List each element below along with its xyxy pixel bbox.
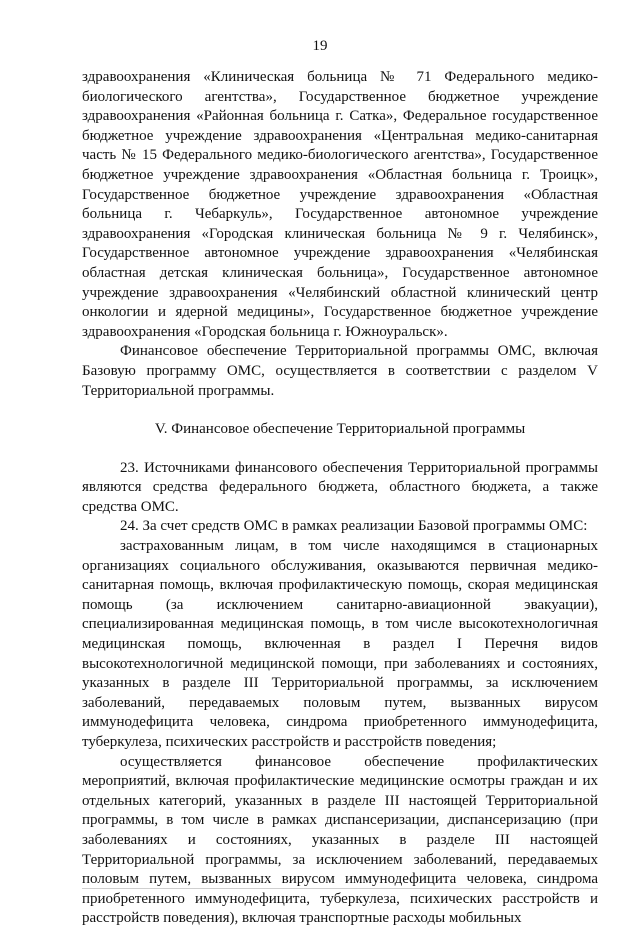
- paragraph-hospital-list: здравоохранения «Клиническая больница № 71 Федерального медико-биологического агентства», Государственное бюджетное учреждение здравоохранения «Районная больница г. Сатка», Федеральное государственное бюджетное учреждение здравоохранения «Центральная медико-санитарная часть № 15 Федерального медико-биологического агентства», Государственное бюджетное учреждение здравоохранения «Областная больница г. Троицк», Государственное бюджетное учреждение здравоохранения «Областная больница г. Чебаркуль», Государственное автономное учреждение здравоохранения «Городская клиническая больница № 9 г. Челябинск», Государственное автономное учреждение здравоохранения «Челябинская областная детская клиническая больница», Государственное автономное учреждение здравоохранения «Челябинский областной клинический центр онкологии и ядерной медицины», Государственное бюджетное учреждение здравоохранения «Городская больница г. Южноуральск».: [82, 69, 598, 340]
- paragraph-item-23: 23. Источниками финансового обеспечения Территориальной программы являются средства федерального бюджета, областного бюджета, а также средства ОМС.: [82, 459, 598, 515]
- page-number: 19: [312, 38, 328, 54]
- paragraph-financing-reference: Финансовое обеспечение Территориальной программы ОМС, включая Базовую программу ОМС, осуществляется в соответствии с разделом V Территориальной программы.: [82, 343, 598, 399]
- page-bottom-rule: [82, 888, 598, 889]
- paragraph-preventive-measures: осуществляется финансовое обеспечение профилактических мероприятий, включая профилактические медицинские осмотры граждан и их отдельных категорий, указанных в разделе III настоящей Территориальной программы, в том числе в рамках диспансеризации, диспансеризацию (при заболеваниях и состояниях, указанных в разделе III настоящей Территориальной программы, за исключением заболеваний, передаваемых половым путем, вызванных вирусом иммунодефицита человека, синдрома приобретенного иммунодефицита, туберкулеза, психических расстройств и расстройств поведения), включая транспортные расходы мобильных: [82, 753, 598, 927]
- paragraph-insured-persons: застрахованным лицам, в том числе находящимся в стационарных организациях социального обслуживания, оказываются первичная медико-санитарная помощь, включая профилактическую помощь, скорая медицинская помощь (за исключением санитарно-авиационной эвакуации), специализированная медицинская помощь, в том числе высокотехнологичная медицинская помощь, включенная в раздел I Перечня видов высокотехнологичной медицинской помощи, при заболеваниях и состояниях, указанных в разделе III Территориальной программы, за исключением заболеваний, передаваемых половым путем, вызванных вирусом иммунодефицита человека, синдрома приобретенного иммунодефицита, туберкулеза, психических расстройств и расстройств поведения;: [82, 538, 598, 750]
- paragraph-item-24: 24. За счет средств ОМС в рамках реализации Базовой программы ОМС:: [120, 518, 588, 535]
- section-heading: V. Финансовое обеспечение Территориальной программы: [154, 421, 526, 438]
- document-body: [82, 68, 598, 929]
